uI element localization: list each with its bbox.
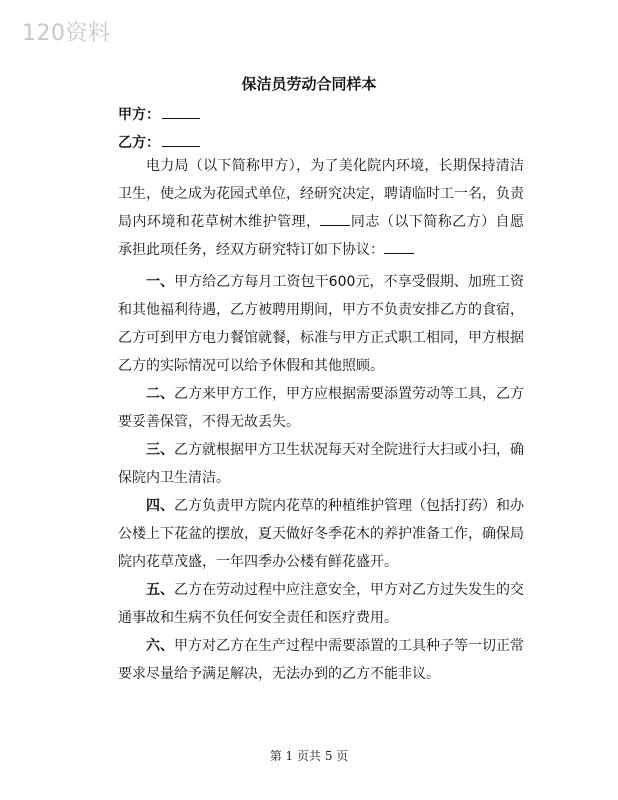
party-a-blank <box>162 104 200 119</box>
clause-6-text: 甲方对乙方在生产过程中需要添置的工具种子等一切正常要求尽量给予满足解决，无法办到的乙方不能非议。 <box>118 638 524 682</box>
intro-name-blank <box>320 212 350 226</box>
clause-6 <box>118 632 524 688</box>
intro-text-2: 同志（以下简称乙方）自愿承担此项任务，经双方研究特订如下协议： <box>118 214 525 258</box>
intro-text-1: 电力局（以下简称甲方），为了美化院内环境，长期保持清洁卫生，使之成为花园式单位，经研究决定，聘请临时工一名，负责局内环境和花草树木维护管理， <box>118 158 524 230</box>
clause-2 <box>118 380 524 436</box>
clause-5-text: 乙方在劳动过程中应注意安全，甲方对乙方过失发生的交通事故和生病不负任何安全责任和医疗费用。 <box>118 582 524 626</box>
clause-2-number: 二、 <box>146 386 174 402</box>
clause-1-text: 甲方给乙方每月工资包干600元，不享受假期、加班工资和其他福利待遇，乙方被聘用期间，甲方不负责安排乙方的食宿，乙方可到甲方电力餐馆就餐，标准与甲方正式职工相同，甲方根据乙方的实际情况可以给予休假和其他照顾。 <box>118 274 524 374</box>
clause-4-number: 四、 <box>146 498 174 514</box>
party-a-label: 甲方： <box>118 107 160 123</box>
intro-end-blank <box>384 240 414 254</box>
party-a-line <box>118 104 200 125</box>
clause-3-number: 三、 <box>146 442 174 458</box>
party-b-line <box>118 132 200 153</box>
clause-3-text: 乙方就根据甲方卫生状况每天对全院进行大扫或小扫，确保院内卫生清洁。 <box>118 442 524 486</box>
clause-3 <box>118 436 524 492</box>
clause-4 <box>118 492 524 576</box>
watermark: 120资料 <box>22 21 111 46</box>
clause-2-text: 乙方来甲方工作，甲方应根据需要添置劳动等工具，乙方要妥善保管，不得无故丢失。 <box>118 386 524 430</box>
clause-1-number: 一、 <box>146 274 175 290</box>
document-title: 保洁员劳动合同样本 <box>241 75 377 93</box>
clause-1 <box>118 268 524 380</box>
clause-4-text: 乙方负责甲方院内花草的种植维护管理（包括打药）和办公楼上下花盆的摆放，夏天做好冬季花木的养护准备工作，确保局院内花草茂盛，一年四季办公楼有鲜花盛开。 <box>118 498 524 570</box>
page-footer: 第 1 页共 5 页 <box>269 749 349 763</box>
clause-5 <box>118 576 524 632</box>
clause-6-number: 六、 <box>146 638 174 654</box>
intro-paragraph <box>118 152 524 264</box>
clause-5-number: 五、 <box>146 582 174 598</box>
party-b-blank <box>162 132 200 147</box>
party-b-label: 乙方： <box>118 135 160 151</box>
